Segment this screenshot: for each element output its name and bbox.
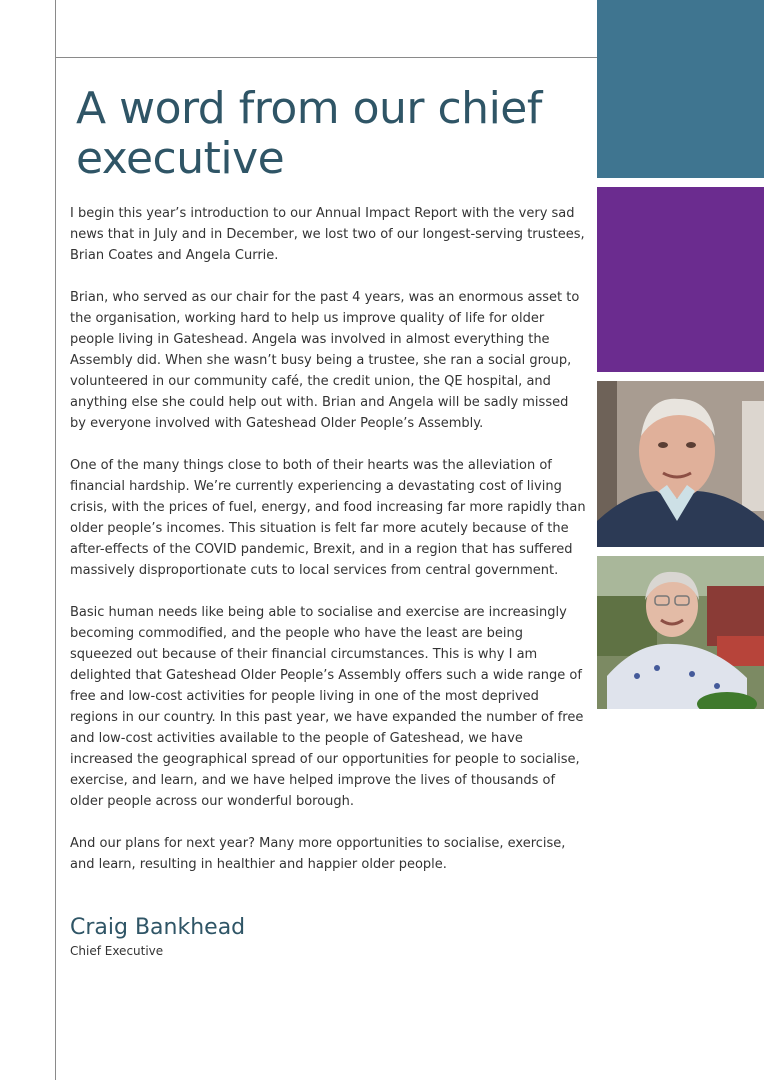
- top-rule: [55, 57, 597, 58]
- paragraph-5: And our plans for next year? Many more opportunities to socialise, exercise, and learn, resulting in healthier and happier older people.: [70, 836, 566, 872]
- title-line-1: A word from our chief: [76, 83, 542, 134]
- paragraph-2: Brian, who served as our chair for the past 4 years, was an enormous asset to the organisation, working hard to help us improve quality of life for older people living in Gateshead. Angela was involved in almost everything the Assembly did. When she wasn’t busy being a trustee, she ran a social group, volunteered in our community café, the credit union, the QE hospital, and anything else she could help out with. Brian and Angela will be sadly missed by everyone involved with Gateshead Older People’s Assembly.: [70, 290, 580, 431]
- photo-angela-currie: [597, 556, 764, 709]
- letter-body: [70, 203, 586, 896]
- page-title: [76, 84, 586, 184]
- signature-name: Craig Bankhead: [70, 915, 246, 940]
- purple-color-block: [597, 187, 764, 372]
- paragraph-4: Basic human needs like being able to socialise and exercise are increasingly becoming commodified, and the people who have the least are being squeezed out because of their financial circumstances. This is why I am delighted that Gateshead Older People’s Assembly offers such a wide range of free and low-cost activities for people living in one of the most deprived regions in our country. In this past year, we have expanded the number of free and low-cost activities available to the people of Gateshead, we have increased the geographical spread of our opportunities for people to socialise, exercise, and learn, and we have helped improve the lives of thousands of older people across our wonderful borough.: [70, 605, 584, 809]
- portrait-man-illustration: [597, 381, 764, 547]
- title-line-2: executive: [76, 133, 285, 184]
- paragraph-1: I begin this year’s introduction to our Annual Impact Report with the very sad news that in July and in December, we lost two of our longest-serving trustees, Brian Coates and Angela Currie.: [70, 206, 585, 263]
- left-margin-rule: [55, 0, 56, 1080]
- paragraph-3: One of the many things close to both of their hearts was the alleviation of financial hardship. We’re currently experiencing a devastating cost of living crisis, with the prices of fuel, energy, and food increasing far more rapidly than older people’s incomes. This situation is felt far more acutely because of the after-effects of the COVID pandemic, Brexit, and in a region that has suffered massively disproportionate cuts to local services from central government.: [70, 458, 586, 578]
- teal-color-block: [597, 0, 764, 178]
- portrait-woman-illustration: [597, 556, 764, 709]
- photo-brian-coates: [597, 381, 764, 547]
- signature-title: Chief Executive: [70, 944, 164, 958]
